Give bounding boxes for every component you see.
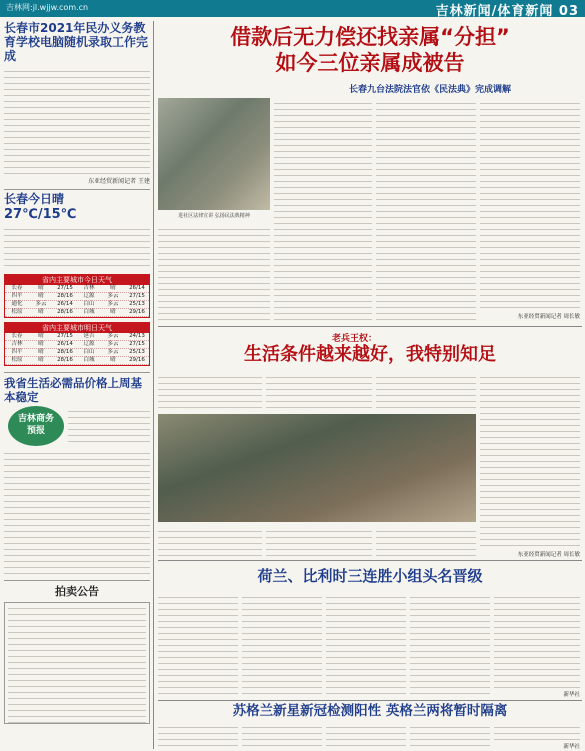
story1-body bbox=[4, 66, 150, 176]
story3-body-col2 bbox=[242, 592, 322, 698]
story3-body-col5 bbox=[494, 592, 580, 688]
story2-body-top bbox=[68, 406, 150, 446]
story4-body-col1 bbox=[158, 722, 238, 750]
story1-photo-caption: 进社区法律宣讲 弘扬民法典精神 bbox=[178, 213, 250, 219]
table-row: 松原 晴 28/16 白城 晴 29/16 bbox=[5, 357, 149, 365]
story3-body-col3 bbox=[326, 592, 406, 698]
story1-byline: 东亚经贸新闻记者 周长敏 bbox=[517, 314, 580, 320]
left-column bbox=[4, 21, 150, 749]
story1-body-col4 bbox=[480, 98, 580, 308]
story4-body-col4 bbox=[410, 722, 490, 750]
commerce-logo bbox=[8, 406, 64, 446]
notice-title: 拍卖公告 bbox=[55, 585, 99, 598]
story3-body-col4 bbox=[410, 592, 490, 698]
weather-table-today-title: 省内主要城市今日天气 bbox=[5, 275, 149, 285]
table-row: 四平 晴 28/16 辽源 多云 27/15 bbox=[5, 293, 149, 301]
story2-kicker: 老兵王权： bbox=[332, 334, 378, 344]
story2-body-col2 bbox=[266, 372, 372, 412]
story3-body-col1 bbox=[158, 592, 238, 698]
weather-table-tomorrow bbox=[4, 322, 150, 366]
header-site-text: 吉林网:jl.wjjw.com.cn bbox=[6, 3, 89, 12]
story1-title: 长春市2021年民办义务教育学校电脑随机录取工作完成 bbox=[4, 21, 149, 63]
story2-body-col2b bbox=[266, 526, 372, 556]
story1-body-col1 bbox=[158, 224, 270, 322]
story1-photo bbox=[158, 98, 270, 210]
story4-body-col5 bbox=[494, 722, 580, 742]
weather-body bbox=[4, 224, 150, 270]
weather-temp: 27℃/15℃ bbox=[4, 207, 77, 222]
story2-photo bbox=[158, 414, 476, 522]
main-headline-line1: 借款后无力偿还找亲属“分担” bbox=[230, 25, 510, 49]
table-row: 四平 晴 28/16 白山 多云 25/13 bbox=[5, 349, 149, 357]
story2-body-col1 bbox=[158, 372, 262, 412]
story2-body-col4 bbox=[480, 372, 580, 548]
main-headline-line2: 如今三位亲属成被告 bbox=[275, 51, 465, 75]
story4-body-col2 bbox=[242, 722, 322, 750]
weather-table-today bbox=[4, 274, 150, 318]
table-row: 长春 晴 27/15 吉林 晴 26/14 bbox=[5, 285, 149, 293]
notice-body bbox=[4, 602, 150, 724]
commerce-logo-text: 吉林商务 bbox=[17, 414, 54, 424]
story2-title: 我省生活必需品价格上周基本稳定 bbox=[4, 376, 142, 404]
story2-body-col3b bbox=[376, 526, 476, 556]
header-section-title: 吉林新闻/体育新闻 03 bbox=[435, 4, 579, 19]
table-row: 通化 多云 26/14 白山 多云 25/13 bbox=[5, 301, 149, 309]
story1-body-col2 bbox=[274, 98, 372, 322]
commerce-logo-subtext: 预报 bbox=[26, 426, 45, 436]
story4-byline: 新华社 bbox=[563, 744, 580, 750]
story2-body-col3 bbox=[376, 372, 476, 412]
table-row: 松原 晴 28/16 白城 晴 29/16 bbox=[5, 309, 149, 317]
story2-byline: 东亚经贸新闻记者 周长敏 bbox=[517, 552, 580, 558]
table-row: 长春 晴 27/15 延吉 多云 24/13 bbox=[5, 333, 149, 341]
weather-title: 长春今日晴 bbox=[4, 192, 65, 206]
story2-headline: 生活条件越来越好，我特别知足 bbox=[244, 344, 496, 365]
story3-headline: 荷兰、比利时三连胜小组头名晋级 bbox=[257, 567, 483, 585]
main-subhead: 长春九台法院法官依《民法典》完成调解 bbox=[348, 85, 511, 95]
story2-body-col1b bbox=[158, 526, 262, 556]
story4-headline: 苏格兰新星新冠检测阳性 英格兰两将暂时隔离 bbox=[232, 703, 508, 719]
table-row: 吉林 晴 26/14 辽源 多云 27/15 bbox=[5, 341, 149, 349]
story2-body bbox=[4, 448, 150, 576]
weather-table-tomorrow-title: 省内主要城市明日天气 bbox=[5, 323, 149, 333]
story4-body-col3 bbox=[326, 722, 406, 750]
story3-byline: 新华社 bbox=[563, 692, 580, 698]
story1-body-col3 bbox=[376, 98, 476, 322]
story1-byline: 东亚经贸新闻记者 王建 bbox=[88, 178, 150, 185]
page-header-bar bbox=[0, 0, 585, 17]
